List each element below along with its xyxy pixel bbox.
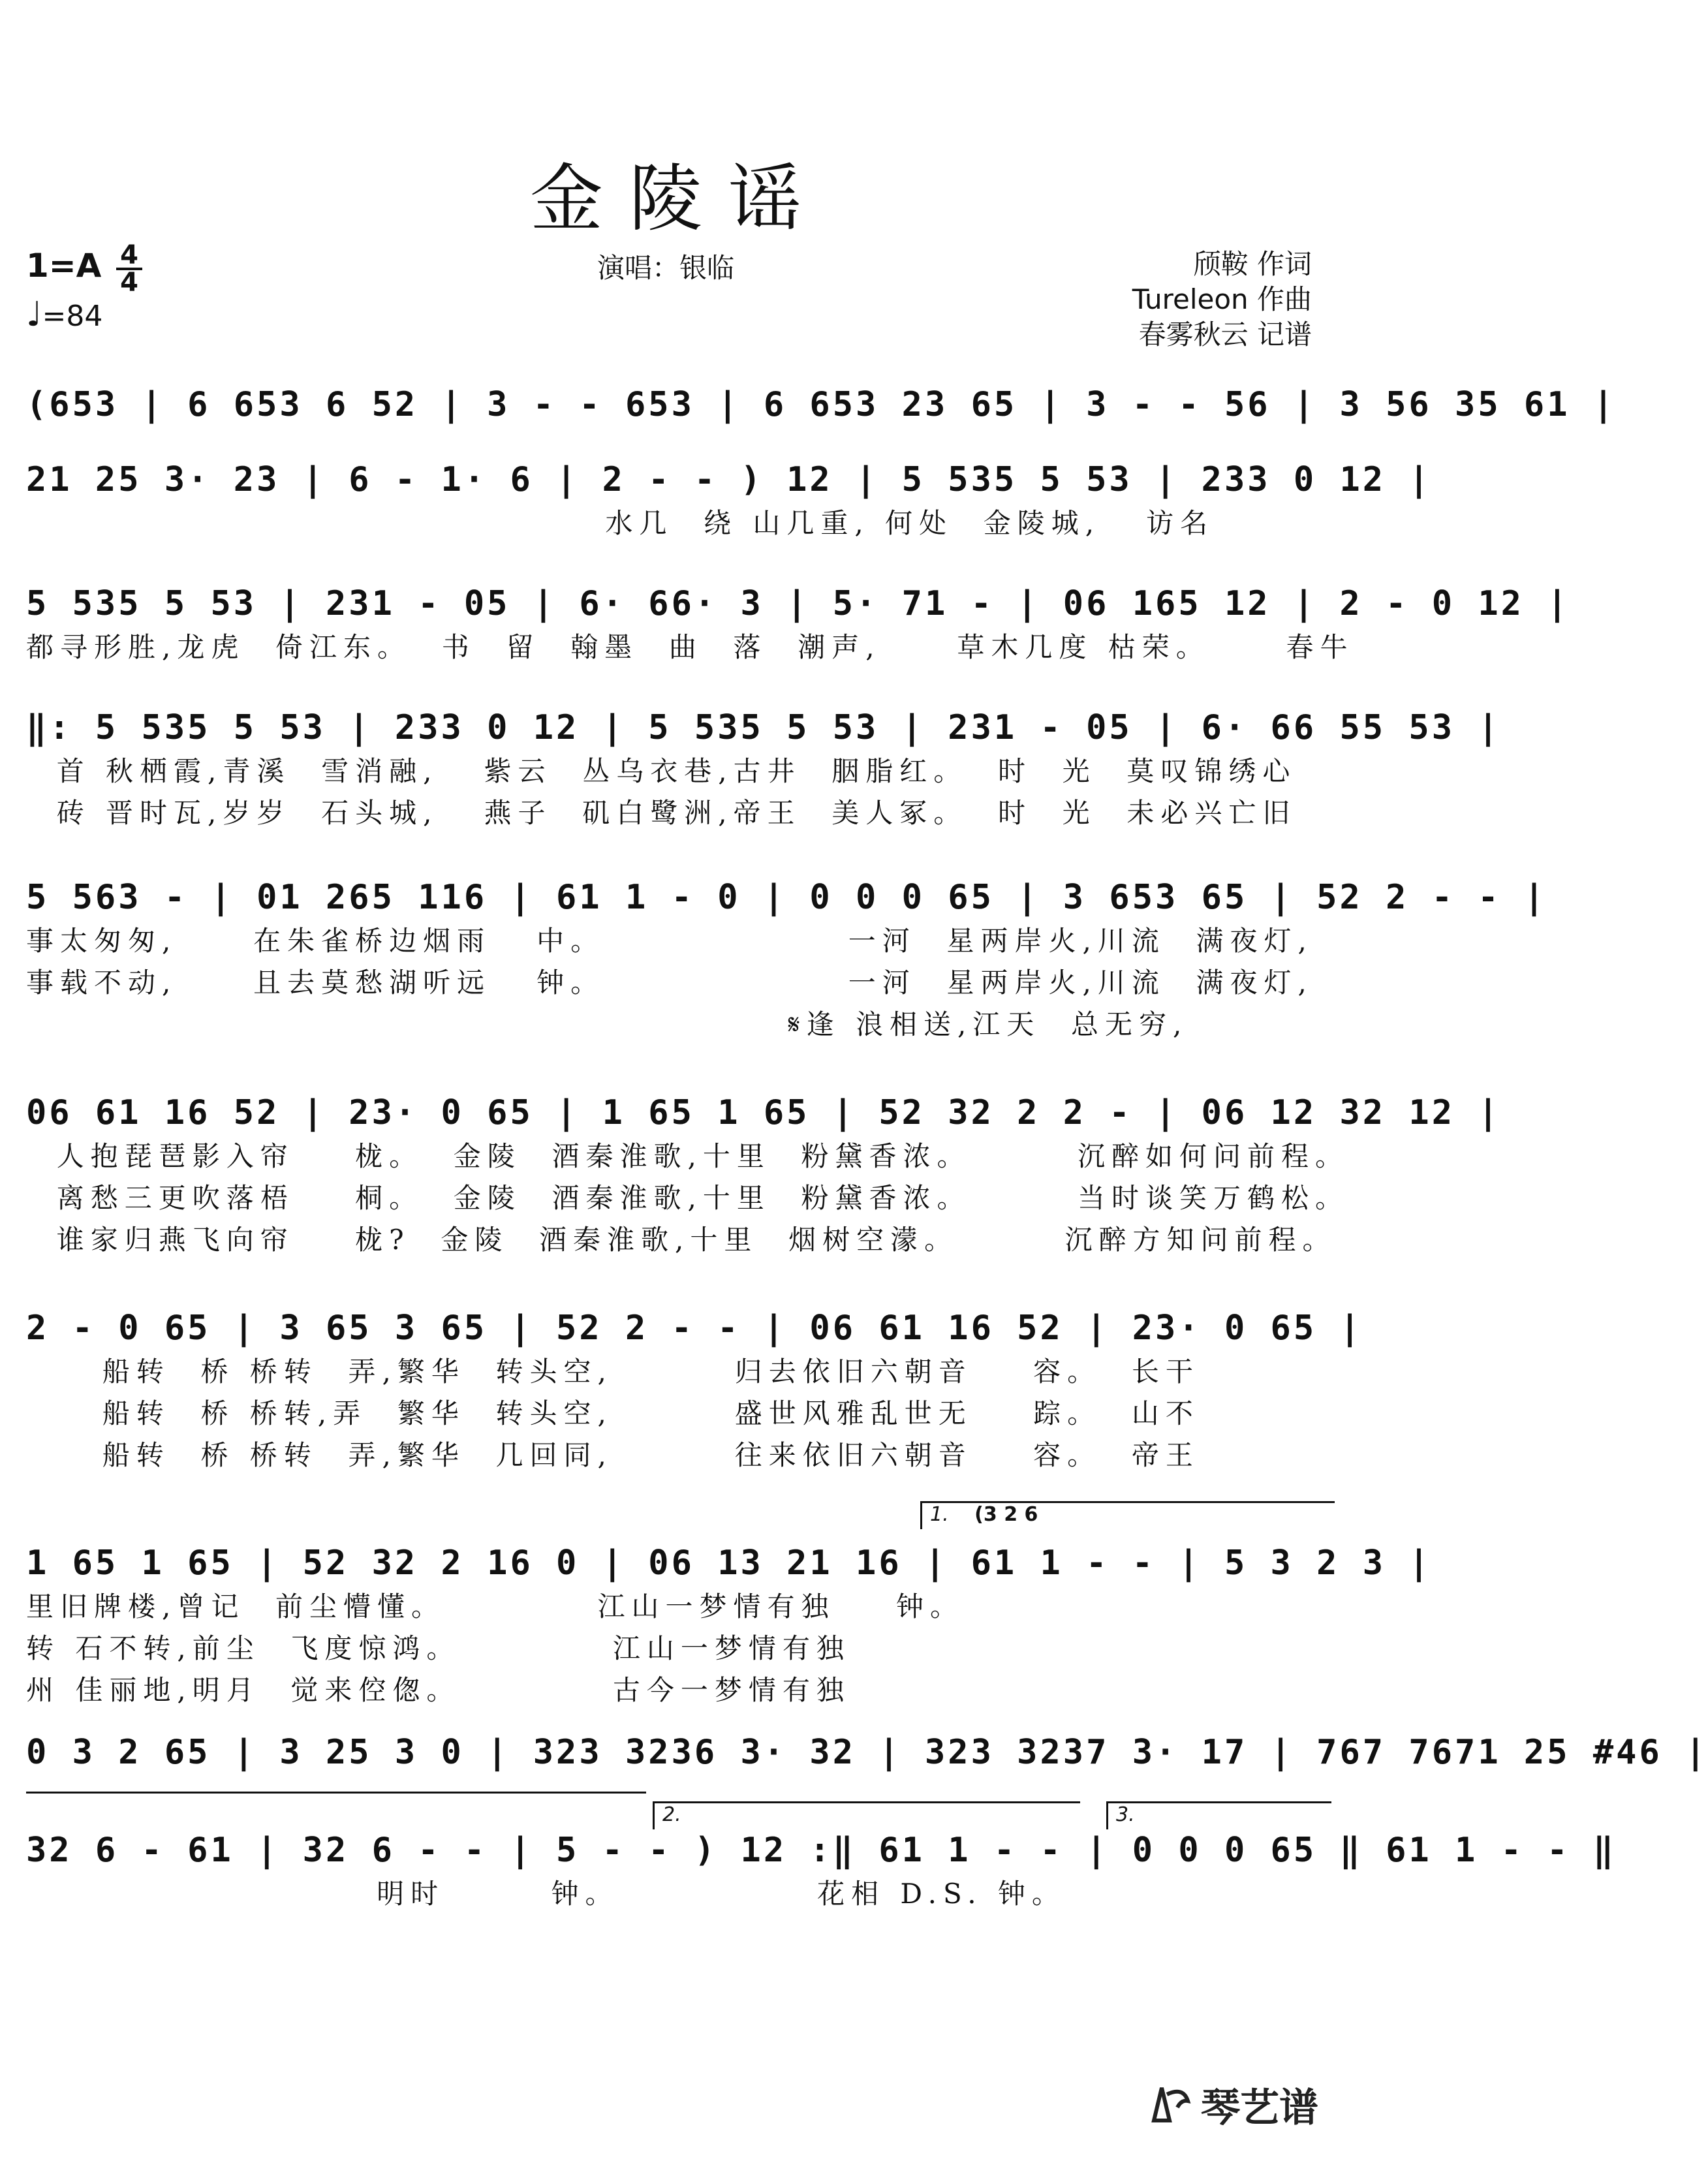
notation-line: 1 65 1 65 | 52 32 2 16 0 | 06 13 21 16 | 61 1 - - | 5 3 2 3 |	[26, 1544, 1432, 1583]
lyric-line: 转 石不转,前尘 飞度惊鸿。 江山一梦情有独	[26, 1632, 850, 1664]
transcriber-credit: 春雾秋云 记谱	[1138, 318, 1312, 350]
second-ending-label: 2.	[662, 1803, 681, 1826]
song-title: 金陵谣	[530, 157, 828, 241]
notation-line: 5 563 - | 01 265 116 | 61 1 - 0 | 0 0 0 65 | 3 653 65 | 52 2 - - |	[26, 878, 1547, 917]
second-ending-bracket	[653, 1801, 1080, 1829]
first-ending-label: 1.	[930, 1503, 949, 1526]
notation-line: 0 3 2 65 | 3 25 3 0 | 323 3236 3· 32 | 323 3237 3· 17 | 767 7671 25 #46 |	[26, 1733, 1708, 1772]
lyric-line: 州 佳丽地,明月 觉来倥偬。 古今一梦情有独	[26, 1674, 850, 1706]
lyric-line: 谁家归燕飞向帘 栊? 金陵 酒秦淮歌,十里 烟树空濛。 沉醉方知问前程。	[26, 1224, 1337, 1256]
singer-credit: 演唱：银临	[597, 252, 735, 284]
score-system-2	[26, 457, 1432, 544]
meter-bottom: 4	[120, 268, 138, 298]
tempo-value: =84	[42, 300, 103, 333]
piano-logo-icon	[1147, 2081, 1194, 2128]
lyric-line: 𝄋逢 浪相送,江天 总无穷,	[26, 1008, 1188, 1040]
score-system-8	[26, 1540, 1432, 1711]
score-system-6	[26, 1090, 1501, 1261]
lyric-line: 水几 绕 山几重, 何处 金陵城, 访名	[26, 507, 1215, 539]
lyric-line: 离愁三更吹落梧 桐。 金陵 酒秦淮歌,十里 粉黛香浓。 当时谈笑万鹤松。	[26, 1182, 1350, 1214]
lyric-line: 明时 钟。 花相 D.S. 钟。	[26, 1878, 1066, 1910]
score-system-4	[26, 705, 1501, 834]
score-system-7	[26, 1305, 1363, 1476]
lyric-line: 里旧牌楼,曾记 前尘懵懂。 江山一梦情有独 钟。	[26, 1591, 964, 1623]
lyric-line: 船转 桥 桥转,弄 繁华 转头空, 盛世风雅乱世无 踪。 山不	[26, 1397, 1200, 1429]
lyric-line: 首 秋栖霞,青溪 雪消融, 紫云 丛乌衣巷,古井 胭脂红。 时 光 莫叹锦绣心	[26, 755, 1297, 787]
tempo-mark	[26, 295, 102, 334]
notation-line: 5 535 5 53 | 231 - 05 | 6· 66· 3 | 5· 71 - | 06 165 12 | 2 - 0 12 |	[26, 584, 1570, 623]
meter-top: 4	[116, 243, 142, 270]
lyric-line: 事载不动, 且去莫愁湖听远 钟。 一河 星两岸火,川流 满夜灯,	[26, 967, 1313, 999]
notation-line: 06 61 16 52 | 23· 0 65 | 1 65 1 65 | 52 32 2 2 - | 06 12 32 12 |	[26, 1093, 1501, 1132]
score-system-3	[26, 581, 1570, 668]
repeat-bracket-line	[26, 1792, 646, 1794]
lyric-line: 船转 桥 桥转 弄,繁华 转头空, 归去依旧六朝音 容。 长干	[26, 1356, 1200, 1388]
key-signature: 1=A	[26, 247, 102, 285]
logo-text: 琴艺谱	[1201, 2085, 1318, 2131]
notation-line: 32 6 - 61 | 32 6 - - | 5 - - ) 12 :‖ 61 1 - - | 0 0 0 65 ‖ 61 1 - - ‖	[26, 1831, 1617, 1870]
notation-line: ‖: 5 535 5 53 | 233 0 12 | 5 535 5 53 | 231 - 05 | 6· 66 55 53 |	[26, 708, 1501, 747]
credits-block	[1132, 247, 1312, 352]
score-system-9	[26, 1730, 1708, 1775]
site-logo	[1147, 2077, 1318, 2133]
lyric-line: 船转 桥 桥转 弄,繁华 几回同, 往来依旧六朝音 容。 帝王	[26, 1439, 1200, 1471]
lyric-line: 事太匆匆, 在朱雀桥边烟雨 中。 一河 星两岸火,川流 满夜灯,	[26, 925, 1313, 957]
first-ending-bracket	[920, 1501, 1335, 1529]
first-ending-notes: (3 2 6	[974, 1503, 1038, 1526]
score-system-1	[26, 382, 1617, 427]
third-ending-bracket	[1106, 1801, 1331, 1829]
lyricist-credit: 颀鞍 作词	[1193, 248, 1312, 280]
notation-line: 2 - 0 65 | 3 65 3 65 | 52 2 - - | 06 61 16 52 | 23· 0 65 |	[26, 1309, 1363, 1348]
time-signature	[116, 240, 142, 298]
lyric-line: 人抱琵琶影入帘 栊。 金陵 酒秦淮歌,十里 粉黛香浓。 沉醉如何问前程。	[26, 1140, 1350, 1172]
composer-credit: Tureleon 作曲	[1132, 283, 1312, 315]
lyric-line: 砖 晋时瓦,岁岁 石头城, 燕子 矶白鹭洲,帝王 美人冢。 时 光 未必兴亡旧	[26, 797, 1297, 829]
notation-line: (653 | 6 653 6 52 | 3 - - 653 | 6 653 23 65 | 3 - - 56 | 3 56 35 61 |	[26, 385, 1617, 424]
score-system-5	[26, 875, 1547, 1046]
notation-line: 21 25 3· 23 | 6 - 1· 6 | 2 - - ) 12 | 5 535 5 53 | 233 0 12 |	[26, 460, 1432, 499]
third-ending-label: 3.	[1116, 1803, 1135, 1826]
score-system-10	[26, 1827, 1617, 1915]
lyric-line: 都寻形胜,龙虎 倚江东。 书 留 翰墨 曲 落 潮声, 草木几度 枯荣。 春牛	[26, 631, 1354, 663]
quarter-note-icon: ♩	[26, 295, 42, 334]
